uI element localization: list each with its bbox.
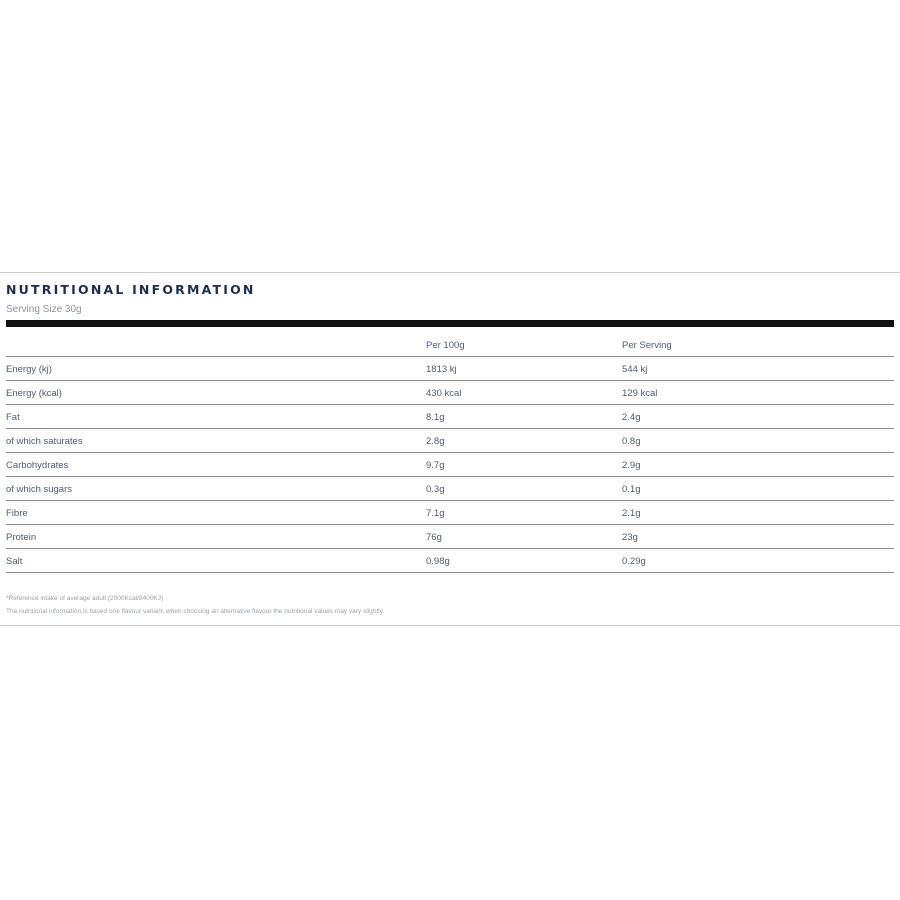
nutrient-name: Salt [6,556,23,567]
per-100g-value: 2.8g [426,436,445,447]
per-100g-value: 430 kcal [426,388,462,399]
per-serving-value: 2.4g [622,412,641,423]
flavour-variant-footnote: The nutritional information is based one flavour variant, when choosing an alternative flavour the nutritional values may vary slightly. [6,608,385,615]
per-100g-value: 8.1g [426,412,445,423]
table-row [6,429,894,453]
per-serving-value: 0.1g [622,484,641,495]
per-serving-value: 0.29g [622,556,646,567]
nutrition-table [6,333,894,573]
nutrient-name: of which saturates [6,436,83,447]
nutrient-name: Carbohydrates [6,460,69,471]
table-row [6,453,894,477]
per-100g-value: 76g [426,532,442,543]
nutrient-name: Fat [6,412,20,423]
nutrient-name: Energy (kcal) [6,388,62,399]
nutrient-name: Fibre [6,508,28,519]
per-100g-value: 0.98g [426,556,450,567]
table-row [6,477,894,501]
table-row [6,405,894,429]
nutrient-name: Protein [6,532,37,543]
serving-size: Serving Size 30g [6,304,82,315]
table-row [6,549,894,573]
nutrition-panel [0,272,900,626]
per-serving-value: 23g [622,532,638,543]
per-serving-value: 129 kcal [622,388,658,399]
column-header-per-serving: Per Serving [622,340,672,351]
reference-intake-footnote: *Reference intake of average adult (2000Kcal/8400KJ) [6,595,164,602]
per-serving-value: 2.9g [622,460,641,471]
per-100g-value: 9.7g [426,460,445,471]
table-row [6,381,894,405]
column-header-per-100g: Per 100g [426,340,465,351]
per-100g-value: 0.3g [426,484,445,495]
header-divider [6,320,894,327]
nutrient-name: of which sugars [6,484,73,495]
table-row [6,357,894,381]
table-header-row [6,333,894,357]
per-100g-value: 1813 kj [426,364,457,375]
per-serving-value: 544 kj [622,364,648,375]
per-serving-value: 0.8g [622,436,641,447]
table-row [6,525,894,549]
per-serving-value: 2.1g [622,508,641,519]
table-row [6,501,894,525]
nutrient-name: Energy (kj) [6,364,52,375]
per-100g-value: 7.1g [426,508,445,519]
page-title: NUTRITIONAL INFORMATION [6,282,256,297]
